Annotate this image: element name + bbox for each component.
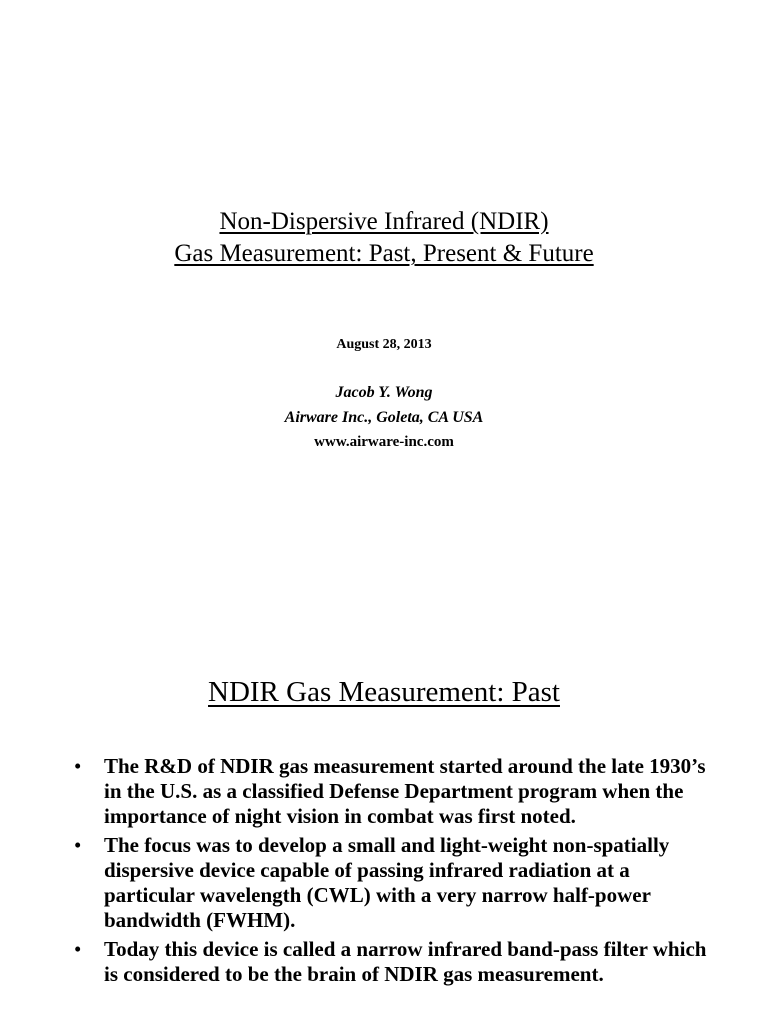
bullet-list: [0, 754, 768, 991]
bullet-icon: •: [74, 833, 82, 857]
bullet-item: [0, 754, 768, 829]
document-date: August 28, 2013: [336, 337, 432, 352]
author-affiliation: Airware Inc., Goleta, CA USA: [284, 409, 484, 426]
bullet-item: [0, 833, 768, 933]
title-line-1: Non-Dispersive Infrared (NDIR): [219, 208, 549, 235]
author-website: www.airware-inc.com: [314, 434, 454, 450]
bullet-text: Today this device is called a narrow infrared band-pass filter which is considered to be the brain of NDIR gas measurement.: [104, 937, 707, 986]
bullet-icon: •: [74, 754, 82, 778]
bullet-icon: •: [74, 937, 82, 961]
author-name: Jacob Y. Wong: [335, 384, 433, 401]
bullet-item: [0, 937, 768, 987]
bullet-text: The R&D of NDIR gas measurement started around the late 1930’s in the U.S. as a classified Defense Department program when the importance of night vision in combat was first noted.: [104, 754, 706, 828]
bullet-text: The focus was to develop a small and light-weight non-spatially dispersive device capable of passing infrared radiation at a particular wavelength (CWL) with a very narrow half-power bandwidth (FWHM).: [104, 833, 670, 932]
section-title: NDIR Gas Measurement: Past: [208, 676, 560, 708]
document-title: [0, 206, 768, 270]
title-line-2: Gas Measurement: Past, Present & Future: [174, 240, 594, 267]
author-block: [0, 380, 768, 455]
